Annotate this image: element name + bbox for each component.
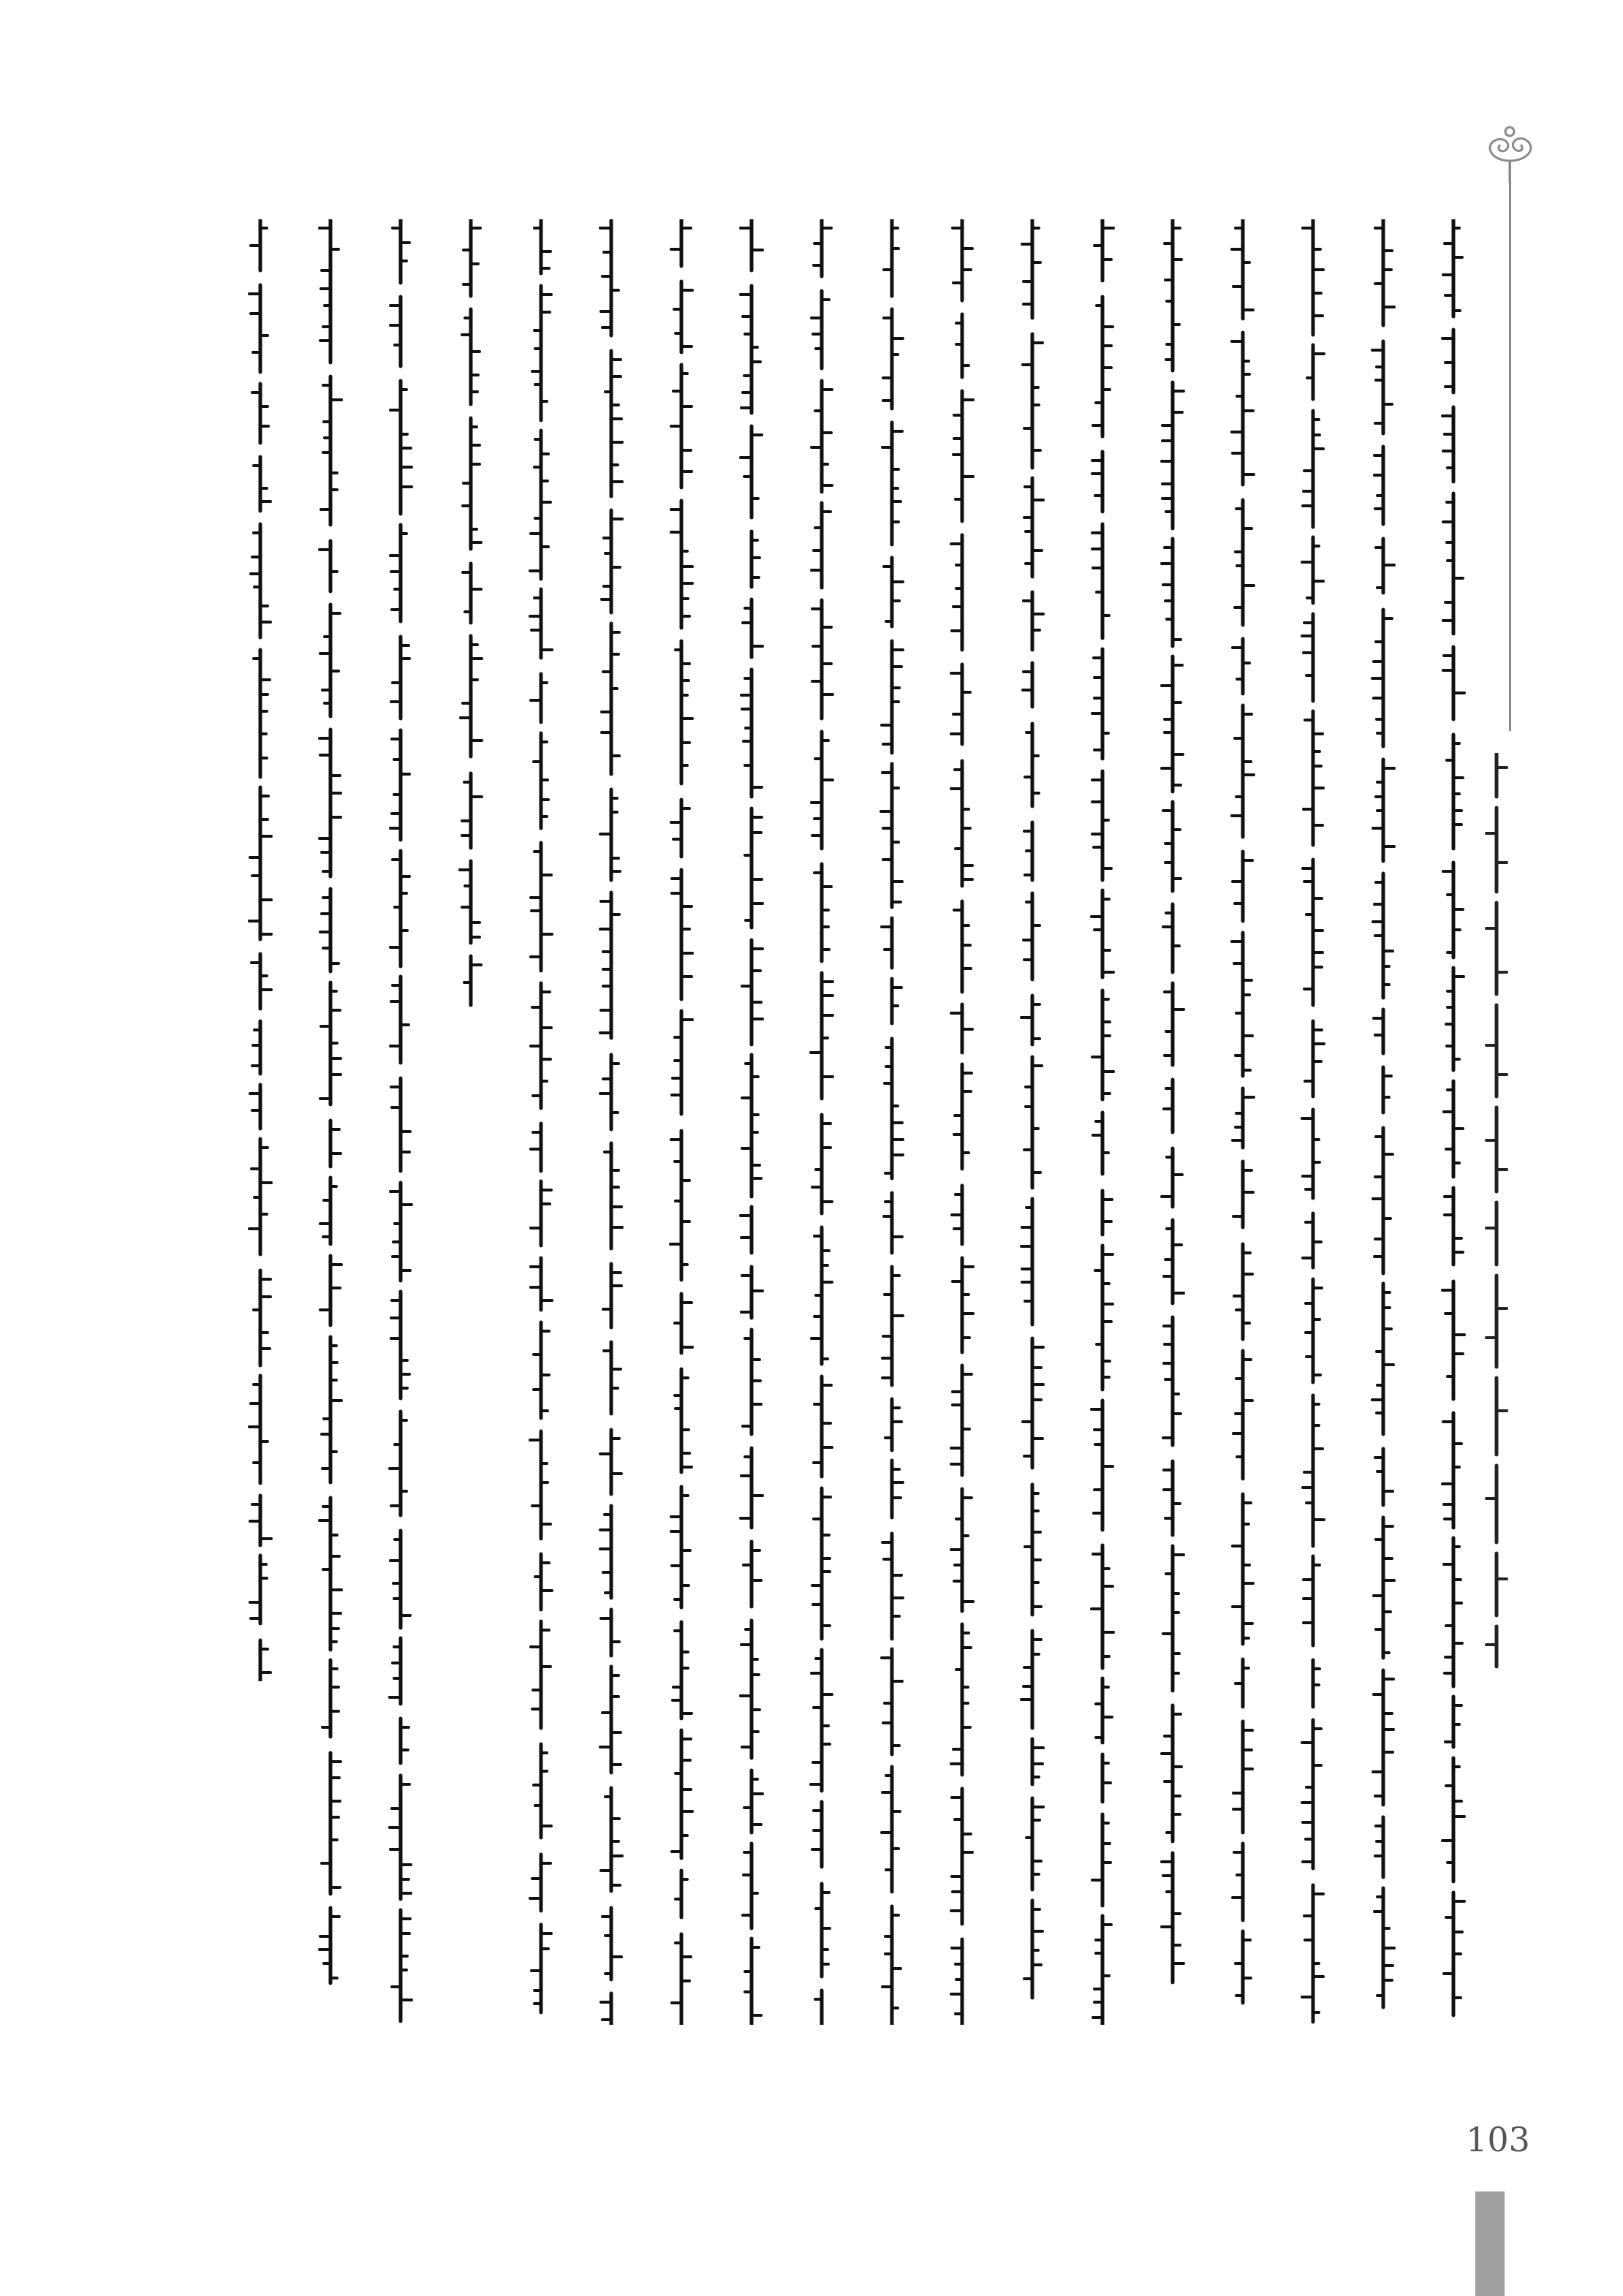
page-edge-tab: [1475, 2191, 1505, 2296]
text-column: [665, 219, 697, 2025]
text-column: [1227, 219, 1259, 2025]
text-column: [876, 219, 908, 2025]
text-column: [1297, 219, 1329, 2025]
text-column: [385, 219, 417, 2025]
text-column: [946, 219, 978, 2025]
text-column: [455, 219, 487, 1023]
running-header: [1471, 753, 1522, 1674]
text-column: [806, 219, 838, 2025]
text-column: [1437, 219, 1469, 2025]
text-column: [735, 219, 768, 2025]
text-column: [314, 219, 347, 2025]
text-column: [244, 219, 276, 1681]
text-column: [1016, 219, 1048, 2025]
text-column: [595, 219, 627, 2025]
main-text-block: [197, 219, 1469, 2025]
text-column: [1157, 219, 1189, 2025]
header-rule: [1509, 161, 1511, 731]
page-number: 103: [1466, 2120, 1530, 2159]
text-column: [1367, 219, 1399, 2025]
text-column: [1086, 219, 1119, 2025]
text-column: [525, 219, 557, 2025]
